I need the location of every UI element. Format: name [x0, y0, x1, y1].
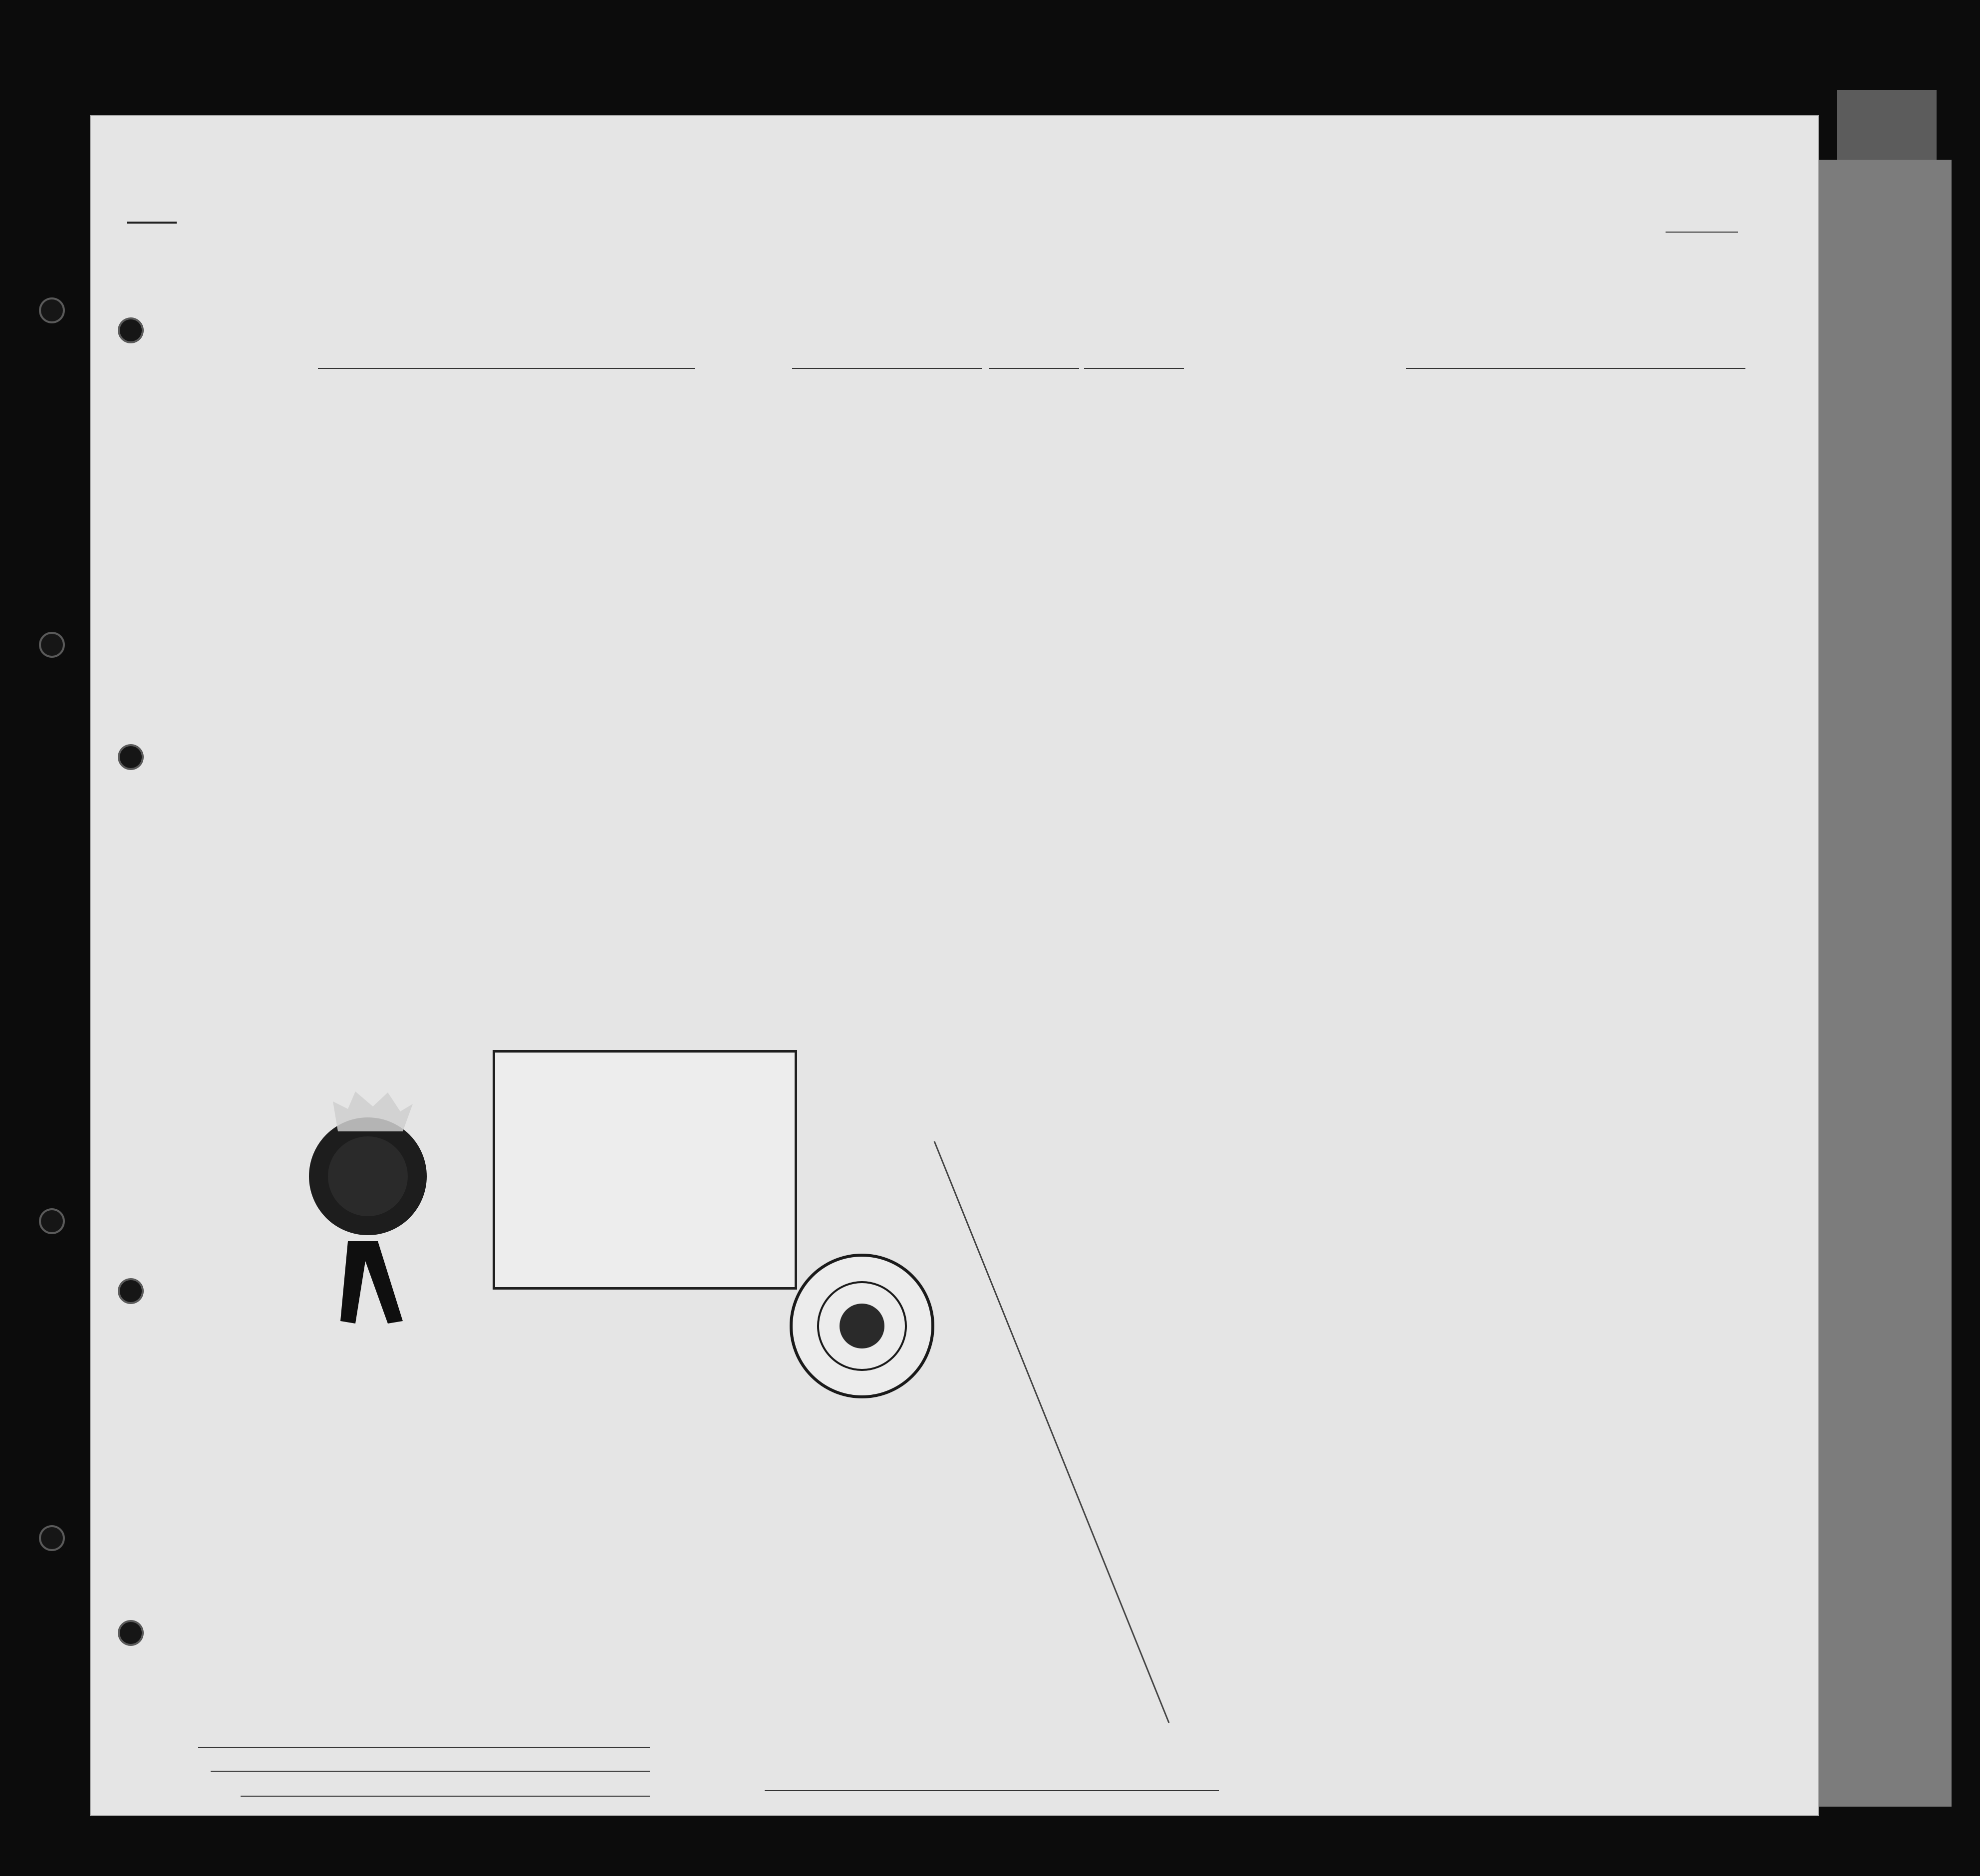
binder-hole [120, 1280, 142, 1302]
binder-hole [41, 1527, 63, 1549]
round-consulate-stamp [787, 1251, 937, 1401]
binder-hole [41, 299, 63, 321]
agents-underline [241, 1796, 650, 1797]
binder-hole [120, 746, 142, 768]
binder-hole [120, 319, 142, 341]
manifest-page [90, 115, 1819, 1816]
pencil-line [91, 116, 1818, 1815]
consulate-stamp [493, 1050, 797, 1290]
binder-hole [41, 1210, 63, 1232]
background-sheet [1797, 160, 1952, 1807]
wax-seal [268, 1072, 478, 1351]
binder-hole [41, 634, 63, 656]
line-underline [198, 1747, 650, 1748]
owners-underline [211, 1771, 650, 1772]
binder-hole [120, 1622, 142, 1644]
inspector-underline [765, 1790, 1219, 1791]
